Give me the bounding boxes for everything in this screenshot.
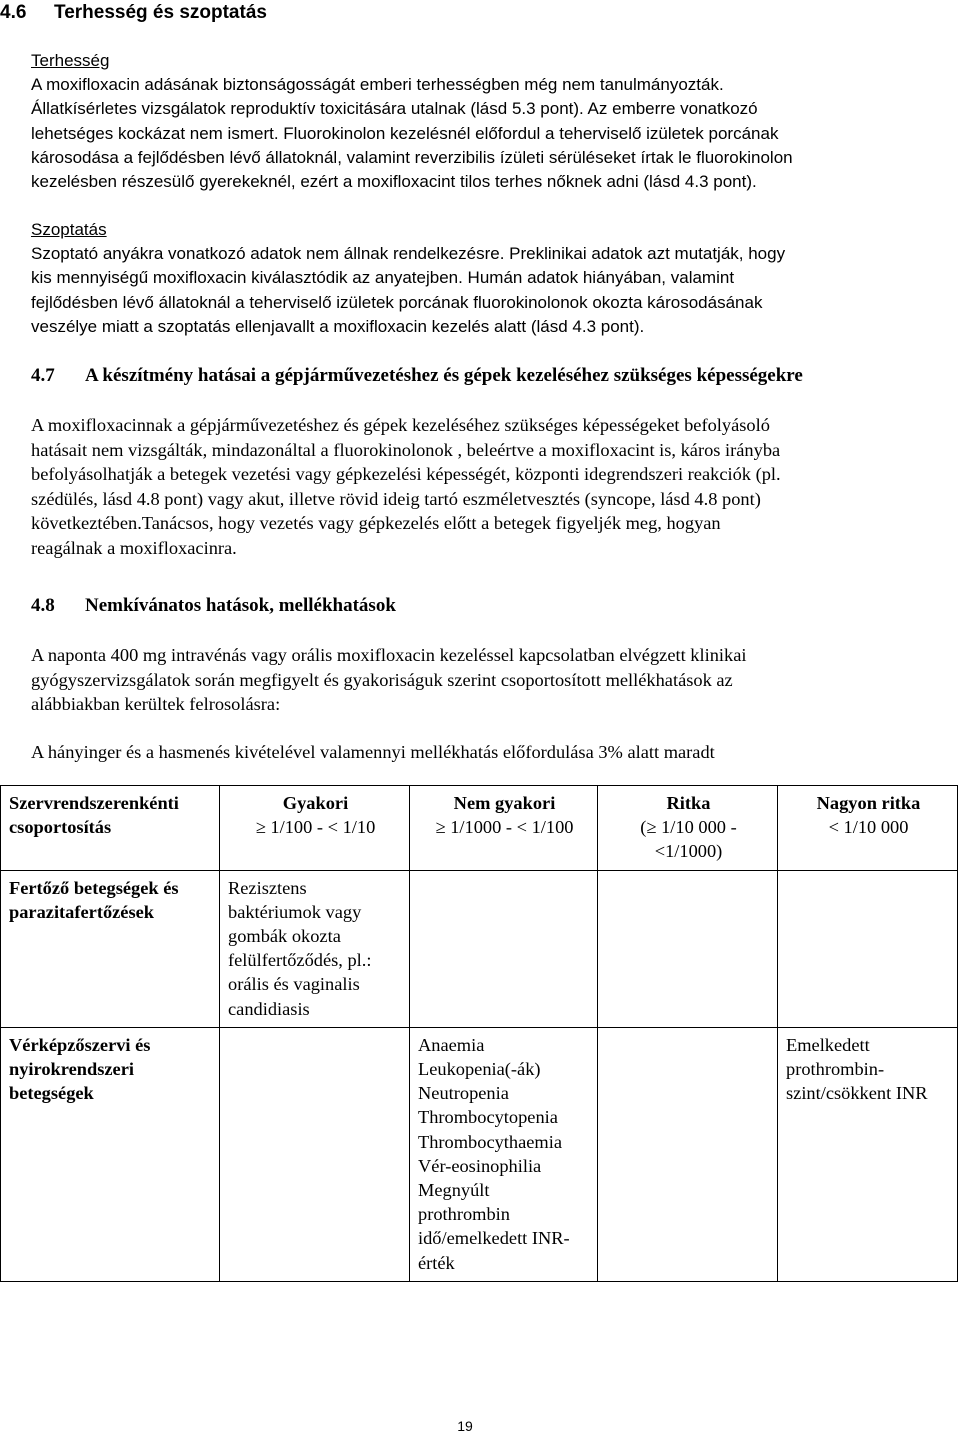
- header-very-rare: Nagyon ritka < 1/10 000: [778, 786, 958, 871]
- section-4-6-heading: [0, 2, 267, 24]
- very-rare-cell: Emelkedett prothrombin- szint/csökkent INR: [778, 1027, 958, 1281]
- section-title: A készítmény hatásai a gépjárművezetéshez és gépek kezeléséhez szükséges képességekre: [85, 365, 803, 386]
- text-line: károsodása a fejlődésben lévő állatoknál, valamint reverzibilis ízületi sérüléseket írtak le fluorokinolon: [31, 147, 793, 167]
- header-common: Gyakori ≥ 1/100 - < 1/10: [220, 786, 410, 871]
- section-4-8-intro: [31, 643, 941, 717]
- organ-class-cell: Fertőző betegségek és parazitafertőzések: [1, 870, 220, 1027]
- text-line: alábbiakban kerültek felrosolásra:: [31, 694, 281, 714]
- text-line: A moxifloxacin adásának biztonságosságát emberi terhességben még nem tanulmányozták.: [31, 75, 724, 95]
- section-4-8-note: A hányinger és a hasmenés kivételével valamennyi mellékhatás előfordulása 3% alatt maradt: [31, 742, 715, 762]
- section-number: 4.7: [31, 365, 55, 386]
- adverse-reactions-table: [0, 785, 958, 1282]
- table-row: [1, 1027, 958, 1281]
- text-line: veszélye miatt a szoptatás ellenjavallt a moxifloxacin kezelés alatt (lásd 4.3 pont).: [31, 316, 645, 336]
- text-line: szédülés, lásd 4.8 pont) vagy akut, illetve rövid ideig tartó eszméletvesztés (syncope, lásd 4.8 pont): [31, 488, 761, 509]
- breastfeeding-block: [31, 218, 941, 339]
- text-line: lehetséges kockázat nem ismert. Fluorokinolon kezelésnél előfordul a teherviselő izületek porcának: [31, 123, 779, 143]
- text-line: következtében.Tanácsos, hogy vezetés vagy gépkezelés előtt a betegek figyeljék meg, hogyan: [31, 513, 721, 533]
- page-number: 19: [457, 1418, 473, 1434]
- rare-cell: [598, 870, 778, 1027]
- pregnancy-block: [31, 49, 941, 194]
- table-row: [1, 870, 958, 1027]
- common-cell: Rezisztens baktériumok vagy gombák okozta felülfertőződés, pl.: orális és vaginalis candidiasis: [220, 870, 410, 1027]
- section-4-7-body: [31, 413, 941, 560]
- section-4-7-heading: [31, 365, 803, 387]
- uncommon-cell: [410, 870, 598, 1027]
- text-line: hatásait nem vizsgálták, mindazonáltal a fluorokinolonok , beleértve a moxifloxacint is, káros irányba: [31, 439, 781, 460]
- text-line: kis mennyiségű moxifloxacin kiválasztódik az anyatejben. Humán adatok hiányában, valamint: [31, 268, 735, 288]
- text-line: A moxifloxacinnak a gépjárművezetéshez és gépek kezeléséhez szükséges képességeket befolyásoló: [31, 415, 770, 435]
- section-title: Nemkívánatos hatások, mellékhatások: [85, 595, 396, 616]
- text-line: befolyásolhatják a betegek vezetési vagy gépkezelési képességét, központi idegrendszeri reakciók (pl.: [31, 464, 781, 484]
- breastfeeding-heading: Szoptatás: [31, 220, 107, 239]
- table-header-row: [1, 786, 958, 871]
- text-line: Állatkísérletes vizsgálatok reproduktív toxicitására utalnak (lásd 5.3 pont). Az emberre vonatkozó: [31, 99, 758, 119]
- text-line: Szoptató anyákra vonatkozó adatok nem állnak rendelkezésre. Preklinikai adatok azt mutatják, hogy: [31, 244, 786, 264]
- pregnancy-heading: Terhesség: [31, 51, 110, 70]
- rare-cell: [598, 1027, 778, 1281]
- text-line: A naponta 400 mg intravénás vagy orális moxifloxacin kezeléssel kapcsolatban elvégzett klinikai: [31, 645, 747, 665]
- text-line: kezelésben részesülő gyerekeknél, ezért a moxifloxacint tilos terhes nőknek adni (lásd 4.3 pont).: [31, 172, 757, 192]
- header-uncommon: Nem gyakori ≥ 1/1000 - < 1/100: [410, 786, 598, 871]
- text-line: reagálnak a moxifloxacinra.: [31, 537, 237, 558]
- header-rare: Ritka (≥ 1/10 000 - <1/1000): [598, 786, 778, 871]
- common-cell: [220, 1027, 410, 1281]
- text-line: gyógyszervizsgálatok során megfigyelt és gyakoriságuk szerint csoportosított mellékhatások az: [31, 669, 733, 690]
- section-4-8-heading: [31, 595, 396, 617]
- section-number: 4.6: [0, 2, 27, 23]
- very-rare-cell: [778, 870, 958, 1027]
- text-line: fejlődésben lévő állatoknál a teherviselő izületek porcának fluorokinolonok okozta károsodásának: [31, 292, 763, 312]
- header-organ-class: Szervrendszerenkénti csoportosítás: [1, 786, 220, 871]
- section-title: Terhesség és szoptatás: [54, 2, 267, 23]
- uncommon-cell: Anaemia Leukopenia(-ák) Neutropenia Thrombocytopenia Thrombocythaemia Vér-eosinophilia Megnyúlt prothrombin idő/emelkedett INR- érték: [410, 1027, 598, 1281]
- section-number: 4.8: [31, 595, 55, 616]
- organ-class-cell: Vérképzőszervi és nyirokrendszeri betegségek: [1, 1027, 220, 1281]
